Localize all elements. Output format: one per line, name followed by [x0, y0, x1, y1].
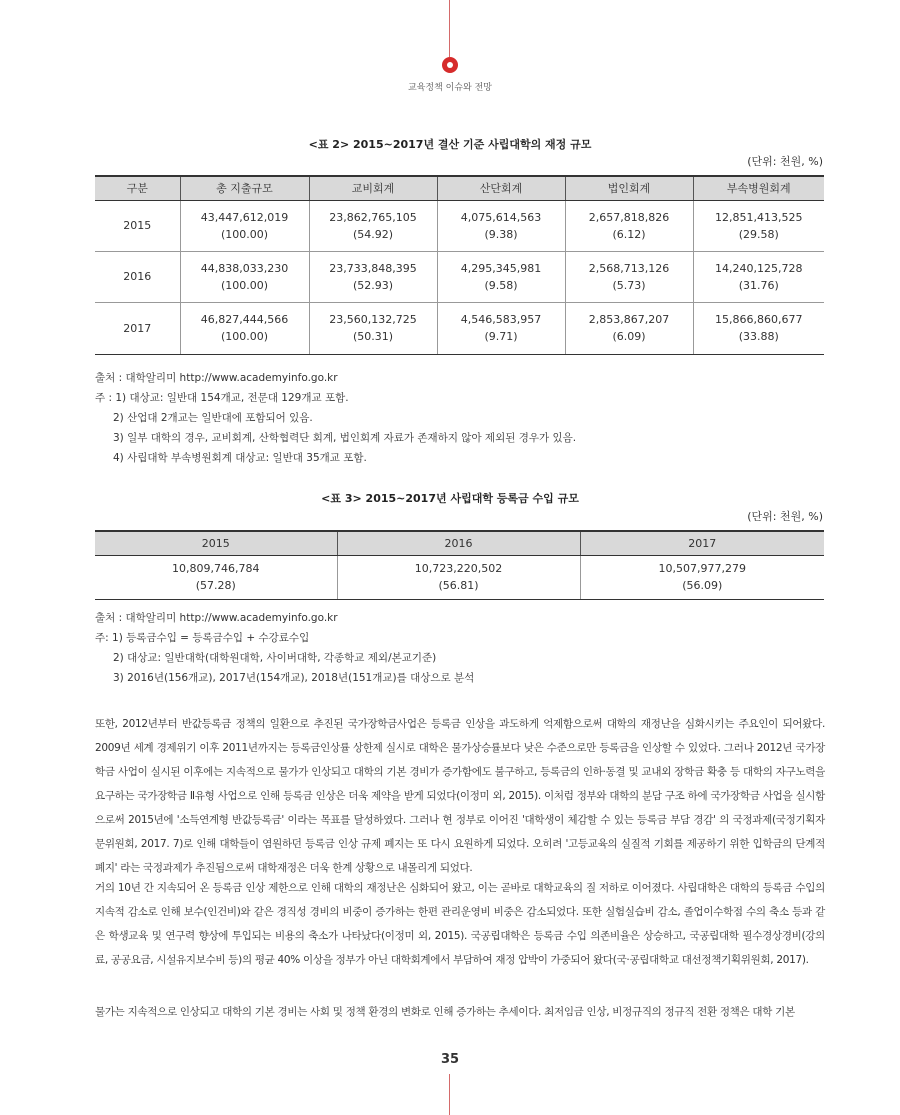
cell-value: 23,733,848,395 — [329, 261, 417, 275]
cell-value: 43,447,612,019 — [200, 210, 289, 224]
cell-value: 4,546,583,957 — [460, 313, 542, 326]
table2-notes — [95, 368, 576, 468]
cell-percent: (29.58) — [738, 227, 779, 241]
bottom-decorative-line — [449, 1074, 450, 1115]
top-bullet-icon — [442, 57, 458, 73]
footnote: 3) 2016년(156개교), 2017년(154개교), 2018년(151개교)를 대상으로 분석 — [113, 672, 475, 684]
table-cell — [565, 251, 693, 302]
table-row — [95, 200, 824, 251]
table3-col-header: 2015 — [95, 531, 337, 555]
cell-percent: (9.58) — [484, 278, 518, 292]
cell-value: 14,240,125,728 — [715, 261, 803, 275]
table-cell — [693, 200, 824, 251]
cell-percent: (100.00) — [220, 278, 269, 292]
footnote: 4) 사립대학 부속병원회계 대상교: 일반대 35개교 포함. — [113, 452, 367, 464]
cell-percent: (54.92) — [352, 227, 394, 241]
footnote: 주 : 1) 대상교: 일반대 154개교, 전문대 129개교 포함. — [95, 392, 349, 404]
table2-col-header: 총 지출규모 — [180, 176, 309, 200]
table-cell — [180, 302, 309, 354]
table-cell — [437, 251, 565, 302]
cell-value: 2,853,867,207 — [588, 313, 670, 326]
table-cell — [693, 251, 824, 302]
table2-col-header: 구분 — [95, 176, 180, 200]
row-year: 2016 — [95, 251, 180, 302]
cell-percent: (9.71) — [484, 330, 518, 343]
cell-value: 4,075,614,563 — [460, 210, 542, 224]
cell-value: 10,809,746,784 — [172, 562, 260, 575]
table3-col-header: 2016 — [337, 531, 580, 555]
table2-caption: <표 2> 2015~2017년 결산 기준 사립대학의 재정 규모 — [308, 138, 592, 151]
table-cell — [693, 302, 824, 354]
cell-percent: (100.00) — [220, 330, 269, 343]
footnote: 주: 1) 등록금수입 = 등록금수입 + 수강료수입 — [95, 632, 310, 644]
body-paragraph: 또한, 2012년부터 반값등록금 정책의 일환으로 추진된 국가장학금사업은 등록금 인상을 과도하게 억제함으로써 대학의 재정난을 심화시키는 주요인이 되어왔다. 2009년 세계 경제위기 이후 2011년까지는 등록금인상률 상한제 실시로 대학은 물가상승률보다 낮은 수준으로만 등록금을 인상할 수 있었다. 그러나 2012년 국가장학금 사업이 실시된 이후에는 지속적으로 물가가 인상되고 대학의 기본 경비가 증가함에도 불구하고, 등록금의 인하·동결 및 교내외 장학금 확충 등 대학의 자구노력을 요구하는 국가장학금 Ⅱ유형 사업으로 인해 등록금 인상은 더욱 제약을 받게 되었다(이정미 외, 2015). 이처럼 정부와 대학의 분담 구조 하에 국가장학금 사업을 실시함으로써 2015년에 '소득연계형 반값등록금' 이라는 목표를 달성하였다. 그러나 현 정부로 이어진 '대학생이 체감할 수 있는 등록금 부담 경감' 의 국정과제(국정기획자문위원회, 2017. 7)로 인해 대학들이 염원하던 등록금 인상 규제 폐지는 또 다시 요원하게 되었다. 오히려 '고등교육의 실질적 기회를 제공하기 위한 입학금의 단계적 폐지' 라는 국정과제가 추진됨으로써 대학재정은 더욱 한계 상황으로 내몰리게 되었다. — [95, 718, 825, 874]
cell-percent: (52.93) — [352, 278, 394, 292]
table-row — [95, 302, 824, 354]
body-paragraph: 물가는 지속적으로 인상되고 대학의 기본 경비는 사회 및 정책 환경의 변화로 인해 증가하는 추세이다. 최저임금 인상, 비정규직의 정규직 전환 정책은 대학 기본 — [95, 1006, 795, 1018]
cell-value: 10,723,220,502 — [414, 562, 503, 575]
table-cell — [95, 555, 337, 599]
table3-caption: <표 3> 2015~2017년 사립대학 등록금 수입 규모 — [321, 492, 579, 505]
row-year: 2017 — [95, 302, 180, 354]
cell-percent: (56.09) — [682, 579, 723, 592]
top-decorative-line — [449, 0, 450, 57]
table-cell — [437, 200, 565, 251]
cell-value: 23,560,132,725 — [329, 313, 417, 326]
cell-value: 2,657,818,826 — [588, 210, 670, 224]
cell-percent: (6.12) — [612, 227, 646, 241]
table-cell — [580, 555, 824, 599]
table3 — [95, 530, 824, 600]
table-row — [95, 555, 824, 599]
table-cell — [565, 302, 693, 354]
footnote: 3) 일부 대학의 경우, 교비회계, 산학협력단 회계, 법인회계 자료가 존재하지 않아 제외된 경우가 있음. — [113, 432, 577, 444]
table-cell — [309, 302, 437, 354]
cell-percent: (100.00) — [220, 227, 269, 241]
cell-value: 46,827,444,566 — [200, 313, 289, 326]
cell-percent: (9.38) — [484, 227, 518, 241]
table3-unit: (단위: 천원, %) — [747, 510, 823, 523]
footnote: 2) 대상교: 일반대학(대학원대학, 사이버대학, 각종학교 제외/본교기준) — [113, 652, 437, 664]
table2-header-row — [95, 176, 824, 200]
cell-percent: (57.28) — [195, 579, 236, 592]
cell-percent: (31.76) — [738, 278, 779, 292]
body-paragraph: 거의 10년 간 지속되어 온 등록금 인상 제한으로 인해 대학의 재정난은 심화되어 왔고, 이는 곧바로 대학교육의 질 저하로 이어졌다. 사립대학은 대학의 등록금 수입의 지속적 감소로 인해 보수(인건비)와 같은 경직성 경비의 비중이 증가하는 한편 관리운영비 비중은 감소되었다. 또한 실험실습비 감소, 졸업이수학점 수의 축소 등과 같은 학생교육 및 연구력 향상에 투입되는 비용의 축소가 나타났다(이정미 외, 2015). 국공립대학은 등록금 수입 의존비율은 상승하고, 국공립대학 필수경상경비(강의료, 공공요금, 시설유지보수비 등)의 평균 40% 이상을 정부가 아닌 대학회계에서 부담하여 재정 압박이 가중되어 왔다(국·공립대학교 대선정책기획위원회, 2017). — [95, 882, 825, 966]
table-cell — [437, 302, 565, 354]
cell-value: 4,295,345,981 — [460, 261, 542, 275]
table2-col-header: 법인회계 — [565, 176, 693, 200]
cell-value: 12,851,413,525 — [715, 210, 803, 224]
table-cell — [337, 555, 580, 599]
table-cell — [180, 200, 309, 251]
table2-unit: (단위: 천원, %) — [747, 155, 823, 168]
cell-percent: (33.88) — [738, 330, 779, 343]
running-header: 교육정책 이슈와 전망 — [408, 83, 492, 93]
table3-header-row — [95, 531, 824, 555]
cell-value: 2,568,713,126 — [588, 261, 670, 275]
footnote: 2) 산업대 2개교는 일반대에 포함되어 있음. — [113, 412, 313, 424]
cell-value: 23,862,765,105 — [329, 210, 417, 224]
table2-col-header: 산단회계 — [437, 176, 565, 200]
cell-percent: (5.73) — [612, 278, 646, 292]
page-number: 35 — [440, 1052, 460, 1067]
table-cell — [309, 251, 437, 302]
table3-notes — [95, 608, 474, 688]
table-cell — [180, 251, 309, 302]
table-row — [95, 251, 824, 302]
cell-value: 10,507,977,279 — [658, 562, 746, 575]
table-cell — [565, 200, 693, 251]
table2-col-header: 부속병원회계 — [693, 176, 824, 200]
cell-value: 15,866,860,677 — [715, 313, 803, 326]
cell-percent: (56.81) — [438, 579, 479, 592]
table2-col-header: 교비회계 — [309, 176, 437, 200]
cell-value: 44,838,033,230 — [200, 261, 289, 275]
cell-percent: (50.31) — [352, 330, 394, 343]
cell-percent: (6.09) — [612, 330, 646, 343]
table3-col-header: 2017 — [580, 531, 824, 555]
table2 — [95, 175, 824, 355]
source-note: 출처 : 대학알리미 http://www.academyinfo.go.kr — [95, 372, 338, 384]
source-note: 출처 : 대학알리미 http://www.academyinfo.go.kr — [95, 612, 338, 624]
row-year: 2015 — [95, 200, 180, 251]
table-cell — [309, 200, 437, 251]
